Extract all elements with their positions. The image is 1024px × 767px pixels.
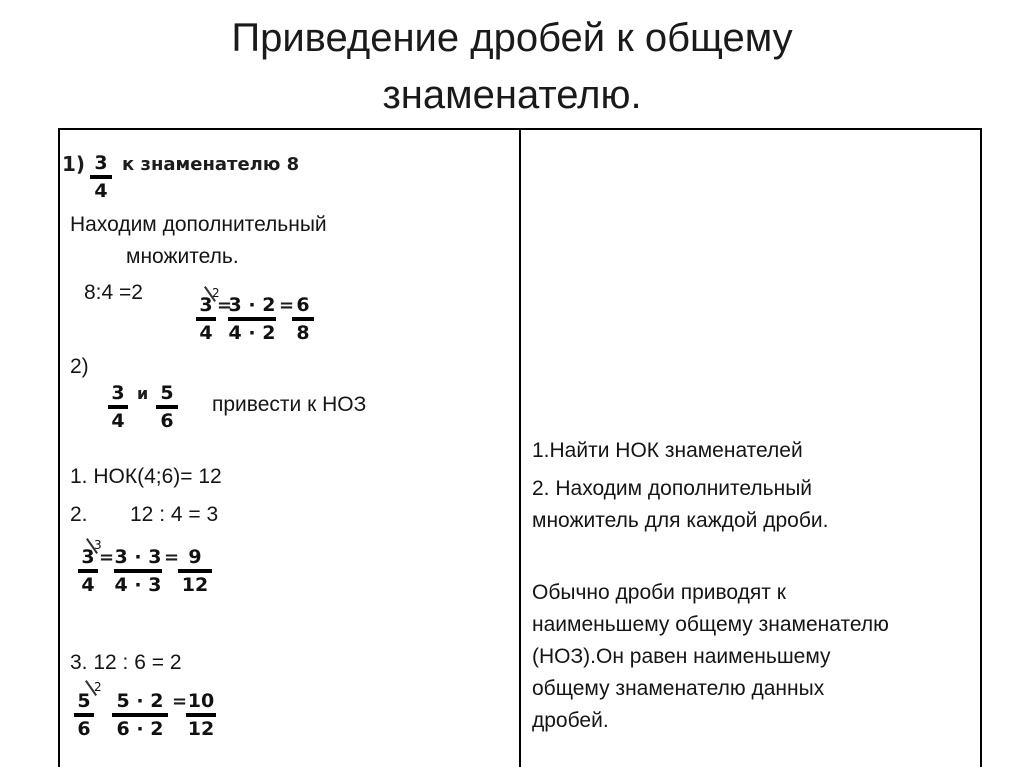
fraction-original [74,690,94,740]
example2-and: и [137,384,149,403]
equation-1 [196,286,326,346]
fraction-bar [186,713,216,717]
fraction-denominator: 6 [160,410,174,432]
fraction-numerator: 3 [81,546,95,568]
example2-text: привести к НОЗ [212,393,367,416]
equation-3 [74,680,224,746]
note-line2: наименьшему общему знаменателю [532,613,889,636]
fraction-expanded [114,546,162,596]
calc-8-div-4: 8:4 =2 [84,281,143,304]
step1-lcm: 1. НОК(4;6)= 12 [70,465,222,488]
fraction-result [292,294,314,344]
example1-fraction [90,152,112,202]
fraction-numerator: 5 [160,382,174,404]
fraction-denominator: 6 · 2 [116,718,164,740]
fraction-result [186,690,216,740]
fraction-denominator: 12 [181,574,209,596]
multiplier-mark: 2 [212,286,220,300]
title-line-2: знаменателю. [382,73,642,117]
example2-number: 2) [70,355,89,378]
fraction-bar [108,405,128,409]
equals-sign: = [99,547,115,568]
step2-calc: 12 : 4 = 3 [130,503,219,526]
fraction-bar [178,569,212,573]
fraction-bar [292,317,314,321]
fraction-numerator: 5 · 2 [116,690,164,712]
find-multiplier-line2: множитель. [126,245,239,268]
fraction-denominator: 4 · 2 [228,322,276,344]
note-line5: дробей. [532,709,609,732]
fraction-bar [90,175,112,179]
rule2-line2: множитель для каждой дроби. [532,509,829,532]
equals-sign: = [172,691,188,712]
table-middle-divider [519,128,521,767]
find-multiplier-line1: Находим дополнительный [70,213,327,236]
fraction-denominator: 4 [94,180,108,202]
title-line-1: Приведение дробей к общему [231,16,793,60]
multiplier-mark: 2 [94,680,102,694]
fraction-numerator: 3 [94,152,108,174]
fraction-original [196,294,216,344]
fraction-denominator: 4 [111,410,125,432]
fraction-numerator: 5 [77,690,91,712]
slide-title [0,10,1024,124]
fraction-expanded [228,294,276,344]
left-column [60,130,518,767]
fraction-expanded [112,690,168,740]
note-line3: (НОЗ).Он равен наименьшему [532,645,831,668]
note-line4: общему знаменателю данных [532,677,825,700]
rule2-line1: 2. Находим дополнительный [532,477,813,500]
fraction-numerator: 3 [111,382,125,404]
rule1-lcm: 1.Найти НОК знаменателей [532,439,803,462]
fraction-numerator: 3 [199,294,213,316]
fraction-numerator: 3 · 2 [228,294,276,316]
fraction-denominator: 8 [296,322,310,344]
fraction-bar [114,569,162,573]
multiplier-mark: 3 [94,538,102,552]
fraction-denominator: 4 [81,574,95,596]
fraction-bar [196,317,216,321]
equation-2 [78,538,228,600]
fraction-bar [78,569,98,573]
fraction-bar [112,713,168,717]
table-right-border [980,128,982,767]
fraction-denominator: 6 [77,718,91,740]
step2-number: 2. [70,503,88,526]
equals-sign: = [279,295,295,316]
fraction-numerator: 3 · 3 [114,546,162,568]
equals-sign: = [217,295,233,316]
fraction-bar [156,405,178,409]
fraction-denominator: 4 · 3 [114,574,162,596]
fraction-numerator: 6 [296,294,310,316]
right-column [522,130,978,767]
step3-calc: 3. 12 : 6 = 2 [70,651,182,674]
fraction-numerator: 10 [187,690,215,712]
fraction-denominator: 4 [199,322,213,344]
example2-fraction-2 [156,382,178,432]
fraction-result [178,546,212,596]
note-line1: Обычно дроби приводят к [532,581,786,604]
fraction-bar [74,713,94,717]
equals-sign: = [164,547,180,568]
fraction-original [78,546,98,596]
example1-number: 1) [62,152,86,176]
example2-fraction-1 [108,382,128,432]
fraction-bar [228,317,276,321]
fraction-denominator: 12 [187,718,215,740]
fraction-numerator: 9 [188,546,202,568]
example1-text: к знаменателю 8 [122,154,300,175]
